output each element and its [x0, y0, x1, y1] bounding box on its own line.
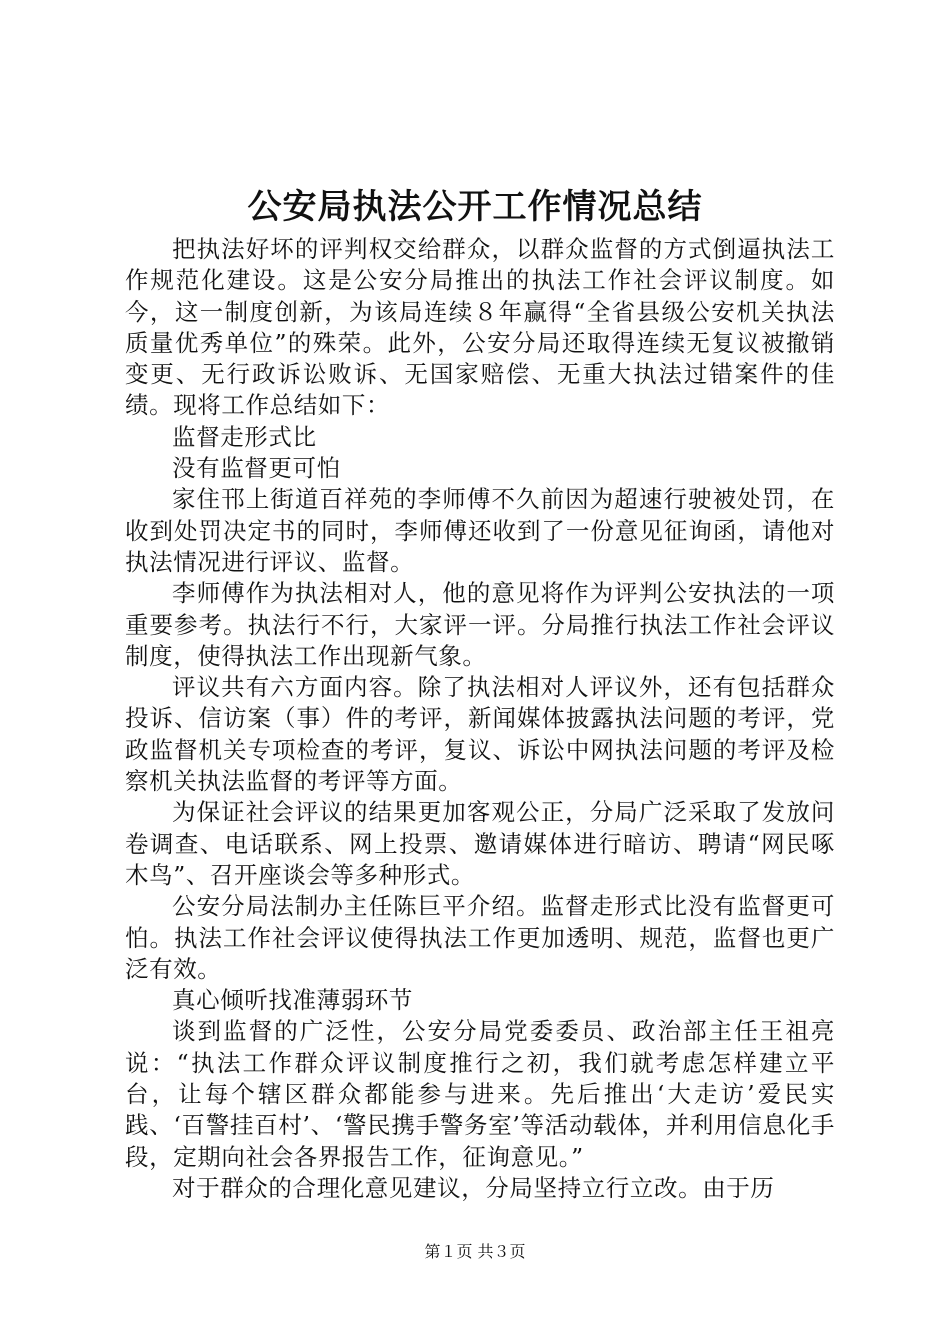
paragraph: 谈到监督的广泛性，公安分局党委委员、政治部主任王祖亮说：“执法工作群众评议制度推行之初，我们就考虑怎样建立平台，让每个辖区群众都能参与进来。先后推出‘大走访’爱民实践、‘百警挂百村’、‘警民携手警务室’等活动载体，并利用信息化手段，定期向社会各界报告工作，征询意见。”: [125, 1017, 835, 1171]
document-body: [125, 234, 835, 1204]
paragraph: 评议共有六方面内容。除了执法相对人评议外，还有包括群众投诉、信访案（事）件的考评，新闻媒体披露执法问题的考评，党政监督机关专项检查的考评，复议、诉讼中网执法问题的考评及检察机关执法监督的考评等方面。: [125, 673, 835, 796]
paragraph: 公安分局法制办主任陈巨平介绍。监督走形式比没有监督更可怕。执法工作社会评议使得执法工作更加透明、规范，监督也更广泛有效。: [125, 892, 835, 983]
section-heading: 没有监督更可怕: [172, 454, 341, 483]
section-heading: 监督走形式比: [172, 422, 317, 451]
paragraph: 为保证社会评议的结果更加客观公正，分局广泛采取了发放问卷调查、电话联系、网上投票、邀请媒体进行暗访、聘请“网民啄木鸟”、召开座谈会等多种形式。: [125, 798, 835, 889]
document-title: 公安局执法公开工作情况总结: [247, 187, 703, 227]
paragraph: 对于群众的合理化意见建议，分局坚持立行立改。由于历: [172, 1173, 775, 1202]
paragraph: 家住邗上街道百祥苑的李师傅不久前因为超速行驶被处罚，在收到处罚决定书的同时，李师傅还收到了一份意见征询函，请他对执法情况进行评议、监督。: [125, 485, 835, 576]
section-heading: 真心倾听找准薄弱环节: [172, 986, 413, 1015]
paragraph: 把执法好坏的评判权交给群众，以群众监督的方式倒逼执法工作规范化建设。这是公安分局推出的执法工作社会评议制度。如今，这一制度创新，为该局连续８年赢得“全省县级公安机关执法质量优秀单位”的殊荣。此外，公安分局还取得连续无复议被撤销变更、无行政诉讼败诉、无国家赔偿、无重大执法过错案件的佳绩。现将工作总结如下：: [125, 235, 835, 420]
page-number: 第１页 共３页: [424, 1242, 526, 1261]
paragraph: 李师傅作为执法相对人，他的意见将作为评判公安执法的一项重要参考。执法行不行，大家评一评。分局推行执法工作社会评议制度，使得执法工作出现新气象。: [125, 579, 835, 670]
